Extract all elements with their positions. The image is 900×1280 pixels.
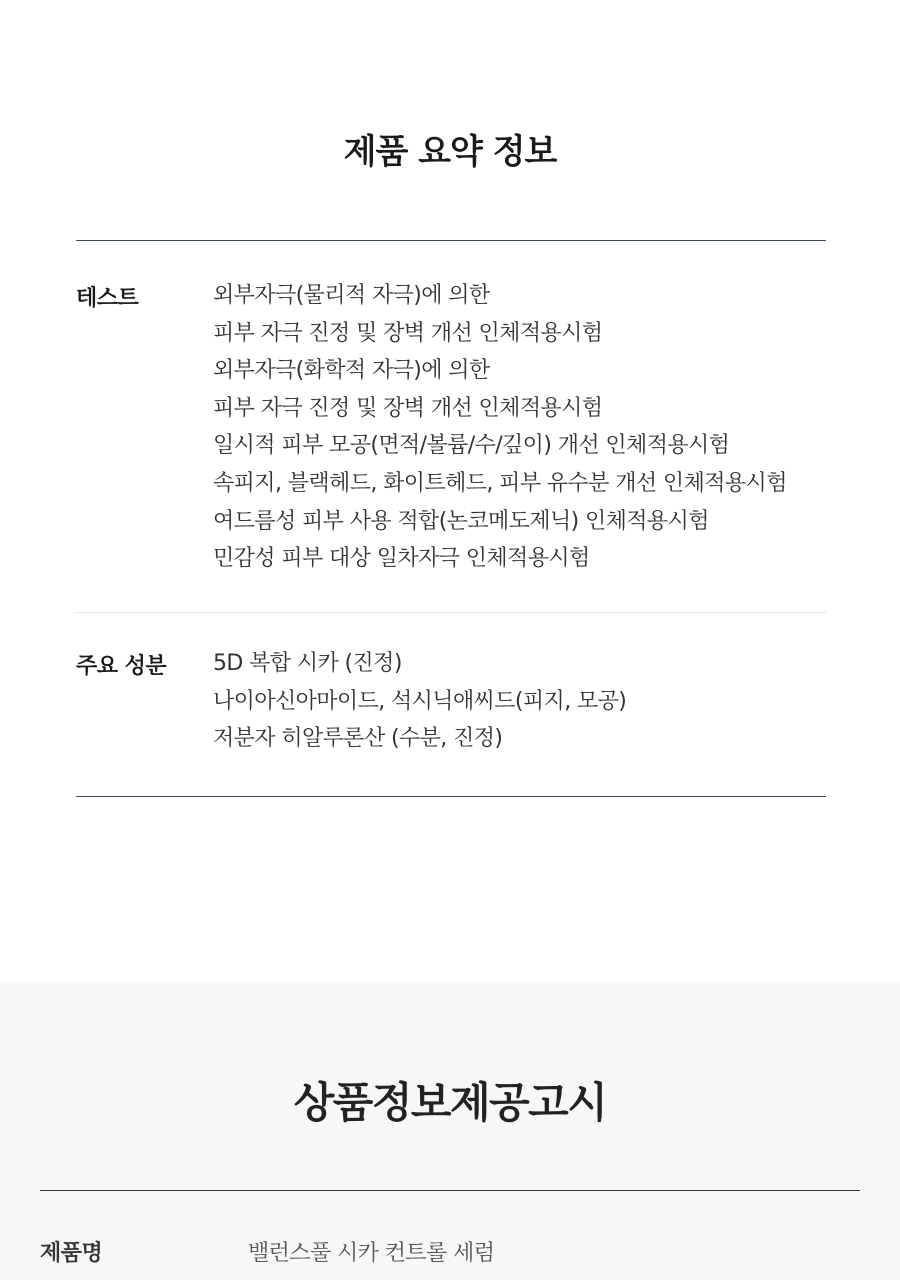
test-item: 민감성 피부 대상 일차자극 인체적용시험: [213, 546, 590, 572]
summary-row-divider: [76, 612, 826, 613]
product-name-label: 제품명: [40, 1241, 103, 1266]
test-list: [213, 277, 787, 578]
ingredient-item: 나이아신아마이드, 석시닉애씨드(피지, 모공): [213, 688, 627, 714]
summary-bottom-divider: [76, 796, 826, 797]
test-label: 테스트: [76, 286, 139, 311]
ingredients-label: 주요 성분: [76, 654, 167, 679]
product-notice-section: [0, 982, 900, 1280]
ingredient-item: 5D 복합 시카 (진정): [213, 651, 402, 676]
notice-divider: [40, 1190, 860, 1191]
test-item: 외부자극(물리적 자극)에 의한: [213, 283, 490, 308]
test-item: 외부자극(화학적 자극)에 의한: [213, 358, 490, 384]
ingredient-item: 저분자 히알루론산 (수분, 진정): [213, 726, 503, 752]
notice-title: 상품정보제공고시: [293, 1078, 607, 1127]
summary-top-divider: [76, 240, 826, 241]
test-item: 피부 자극 진정 및 장벽 개선 인체적용시험: [213, 320, 603, 346]
ingredients-list: [213, 645, 626, 758]
test-item: 일시적 피부 모공(면적/볼륨/수/깊이) 개선 인체적용시험: [213, 433, 730, 459]
product-name-value: 밸런스풀 시카 컨트롤 세럼: [248, 1241, 495, 1266]
summary-title: 제품 요약 정보: [343, 132, 557, 172]
test-item: 피부 자극 진정 및 장벽 개선 인체적용시험: [213, 395, 603, 421]
test-item: 여드름성 피부 사용 적합(논코메도제닉) 인체적용시험: [213, 508, 709, 534]
test-item: 속피지, 블랙헤드, 화이트헤드, 피부 유수분 개선 인체적용시험: [213, 470, 787, 496]
